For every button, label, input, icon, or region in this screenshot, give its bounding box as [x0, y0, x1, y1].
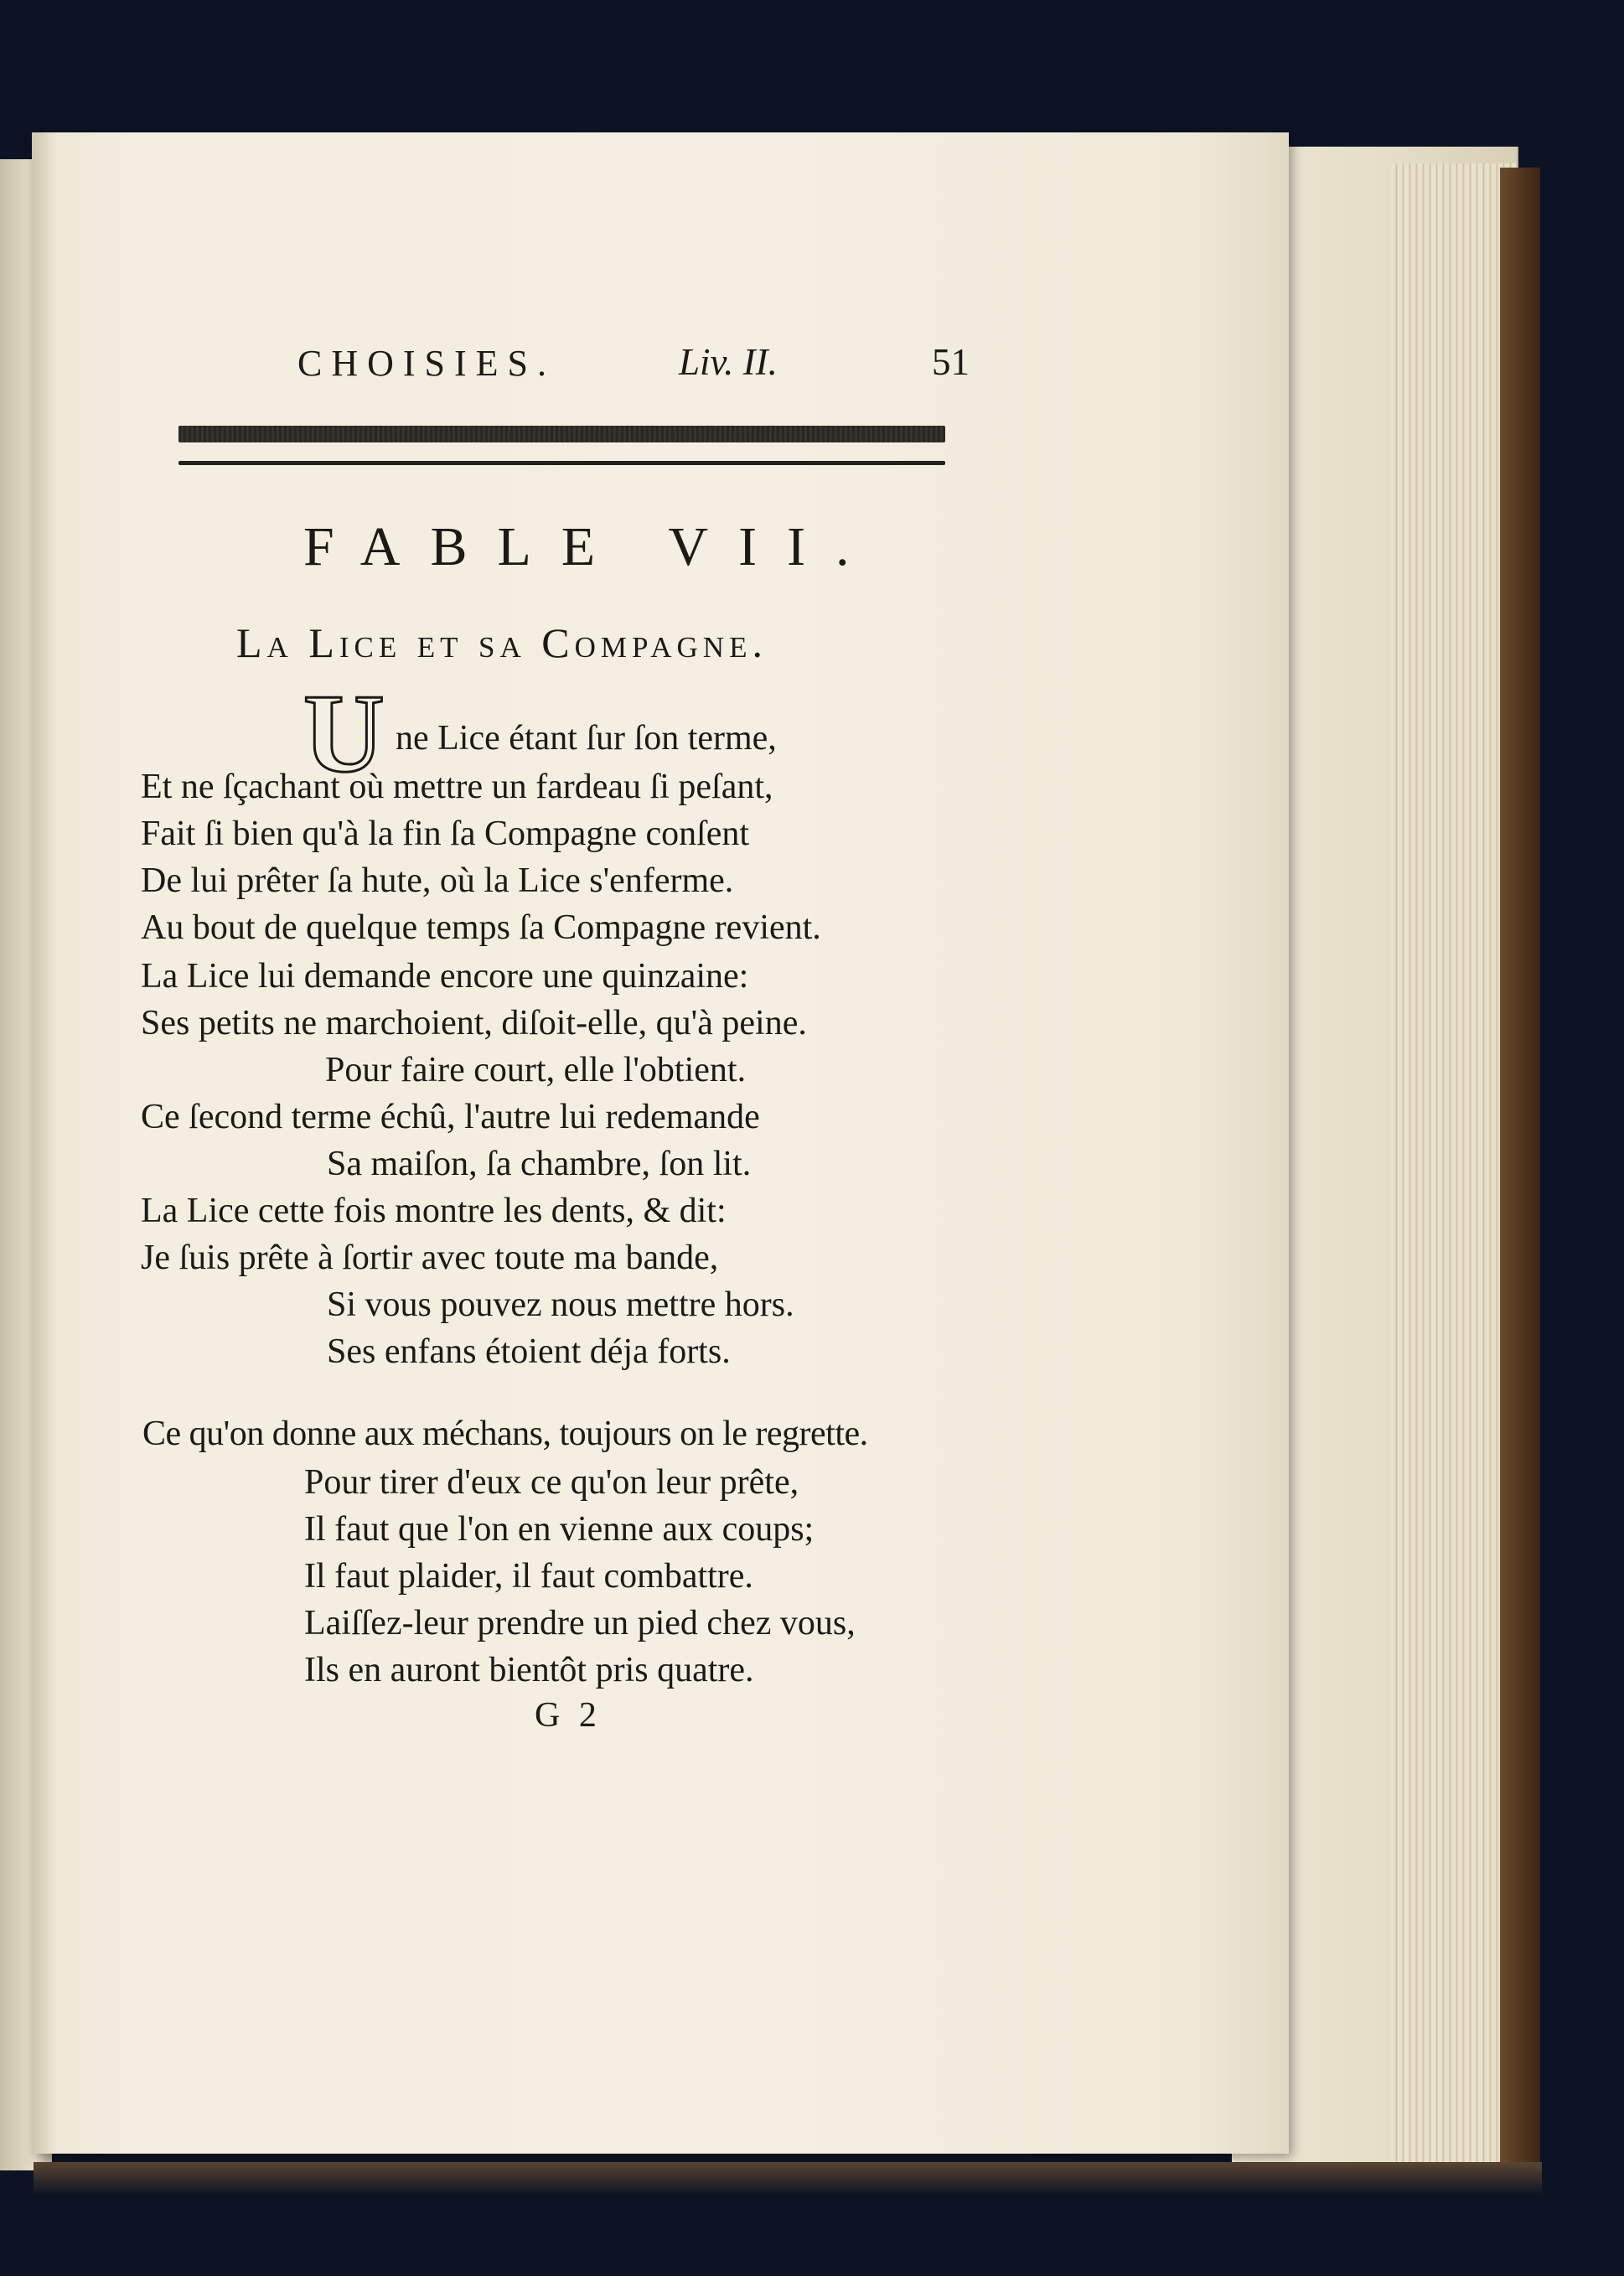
verse-line: Au bout de quelque temps ſa Compagne revient. [141, 908, 821, 947]
moral-line: Il faut que l'on en vienne aux coups; [304, 1510, 815, 1549]
book-bottom-edge [34, 2162, 1542, 2196]
ornamental-rule-thick [178, 426, 945, 442]
verse-line: ne Lice étant ſur ſon terme, [396, 719, 777, 758]
verse-line: Je ſuis prête à ſortir avec toute ma bande, [141, 1239, 719, 1277]
book-cover-edge [1500, 168, 1540, 2162]
drop-cap: U [303, 671, 385, 795]
ornamental-rule-thin [178, 461, 945, 465]
fable-title: La Lice et sa Compagne. [236, 619, 768, 666]
verse-line: De lui prêter ſa hute, où la Lice s'enferme. [141, 861, 734, 900]
moral-line: Ils en auront bientôt pris quatre. [304, 1651, 754, 1689]
verse-line: Ses petits ne marchoient, diſoit-elle, qu'à peine. [141, 1004, 807, 1042]
verse-line: La Lice lui demande encore une quinzaine: [141, 957, 749, 996]
page-number: 51 [932, 341, 970, 383]
running-head-title: CHOISIES. [297, 343, 556, 384]
verse-line: Si vous pouvez nous mettre hors. [327, 1285, 794, 1324]
fable-number: FABLE VII. [303, 516, 880, 577]
page-stack-edge [1391, 163, 1517, 2191]
verse-line: Fait ſi bien qu'à la fin ſa Compagne conſent [141, 815, 750, 853]
verse-line: Ses enfans étoient déja forts. [327, 1332, 731, 1371]
page-gutter-shadow [32, 132, 55, 2154]
verse-line: Ce ſecond terme échû, l'autre lui redemande [141, 1098, 760, 1136]
verse-line: Et ne ſçachant où mettre un fardeau ſi peſant, [141, 768, 773, 806]
running-head-book: Liv. II. [679, 341, 778, 383]
moral-line: Laiſſez-leur prendre un pied chez vous, [304, 1604, 856, 1642]
moral-line: Il faut plaider, il faut combattre. [304, 1557, 753, 1596]
moral-line: Pour tirer d'eux ce qu'on leur prête, [304, 1463, 799, 1502]
verse-line: La Lice cette fois montre les dents, & dit: [141, 1192, 727, 1230]
moral-line: Ce qu'on donne aux méchans, toujours on le regrette. [142, 1415, 868, 1453]
verse-line: Sa maiſon, ſa chambre, ſon lit. [327, 1145, 752, 1183]
verse-line: Pour faire court, elle l'obtient. [325, 1051, 747, 1089]
signature-mark: G 2 [535, 1696, 602, 1735]
